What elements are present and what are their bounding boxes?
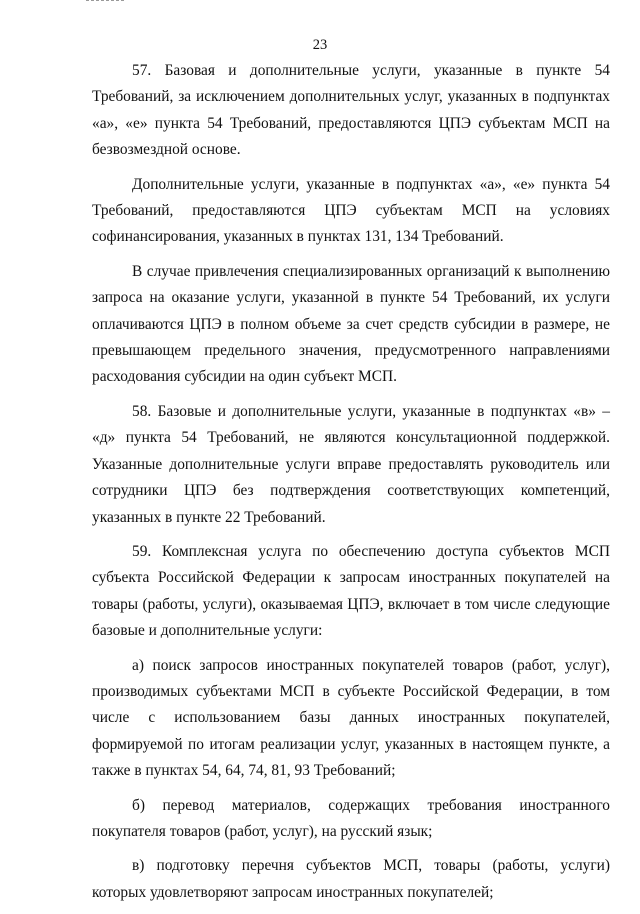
page-number: 23 bbox=[312, 37, 328, 53]
paragraph-57-specialized: В случае привлечения специализированных организаций к выполнению запроса на оказание услуги, указанной в пункте 54 Требований, их услуги оплачиваются ЦПЭ в полном объеме за счет средств субсидии в размере, не превышающем предельного значения, предусмотренного направлениями расходования субсидии на один субъект МСП. bbox=[92, 262, 610, 386]
paragraph-59: 59. Комплексная услуга по обеспечению доступа субъектов МСП субъекта Российской Федерации к запросам иностранных покупателей на товары (работы, услуги), оказываемая ЦПЭ, включает в том числе следующие базовые и дополнительные услуги: bbox=[92, 542, 610, 640]
paragraph-59-item-a: а) поиск запросов иностранных покупателей товаров (работ, услуг), производимых субъектами МСП в субъекте Российской Федерации, в том числе с использованием базы данных иностранных покупателей, формируемой по итогам реализации услуг, указанных в настоящем пункте, а также в пунктах 54, 64, 74, 81, 93 Требований; bbox=[92, 656, 610, 780]
paragraph-57: 57. Базовая и дополнительные услуги, указанные в пункте 54 Требований, за исключением дополнительных услуг, указанных в подпунктах «а», «е» пункта 54 Требований, предоставляются ЦПЭ субъектам МСП на безвозмездной основе. bbox=[92, 62, 610, 159]
paragraph-59-item-b: б) перевод материалов, содержащих требования иностранного покупателя товаров (работ, услуг), на русский язык; bbox=[92, 796, 610, 840]
paragraph-59-item-v: в) подготовку перечня субъектов МСП, товары (работы, услуги) которых удовлетворяют запросам иностранных покупателей; bbox=[92, 857, 610, 901]
document-body bbox=[92, 58, 610, 914]
scan-edge-mark bbox=[86, 0, 124, 2]
paragraph-57-additional: Дополнительные услуги, указанные в подпунктах «а», «е» пункта 54 Требований, предоставляются ЦПЭ субъектам МСП на условиях софинансирования, указанных в пунктах 131, 134 Требований. bbox=[92, 175, 610, 246]
paragraph-58: 58. Базовые и дополнительные услуги, указанные в подпунктах «в» – «д» пункта 54 Требований, не являются консультационной поддержкой. Указанные дополнительные услуги вправе предоставлять руководитель или сотрудники ЦПЭ без подтверждения соответствующих компетенций, указанных в пункте 22 Требований. bbox=[92, 402, 610, 526]
